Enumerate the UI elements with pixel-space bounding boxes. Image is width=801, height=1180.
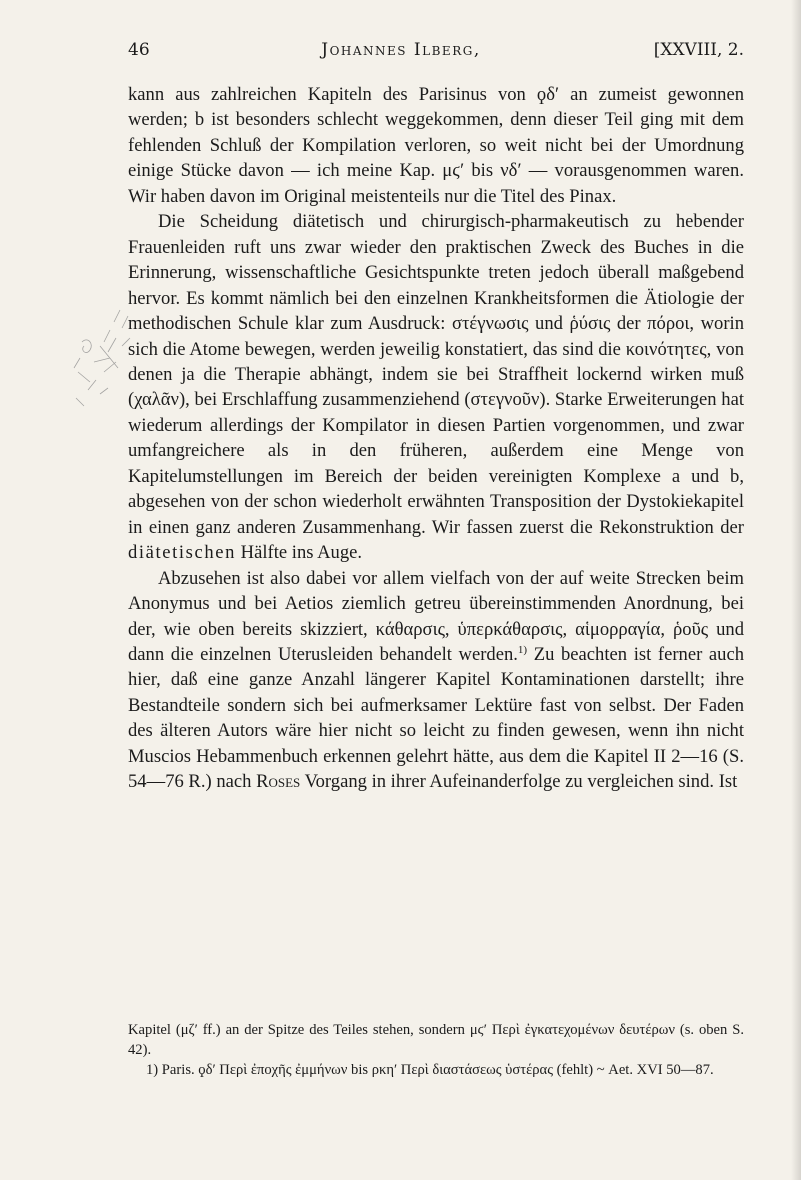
footnote-continuation: Kapitel (μζʹ ff.) an der Spitze des Teiles stehen, sondern μϛʹ Περὶ ἐγκατεχομένων δευτέρων (s. oben S. 42).	[128, 1022, 744, 1058]
paragraph-2-end: Hälfte ins Auge.	[240, 542, 363, 564]
page-number: 46	[128, 40, 150, 60]
footnote-marker: 1)	[517, 643, 528, 656]
paragraph-3	[128, 566, 744, 795]
body-text	[128, 82, 744, 795]
running-head-author: Johannes Ilberg,	[321, 40, 481, 60]
paragraph-3-middle: Zu beachten ist ferner auch hier, daß eine ganze Anzahl längerer Kapitel Kontaminationen darstellt; ihre Bestandteile sondern sich bei aufmerksamer Lektüre fast von selbst. Der Faden des älteren Autors wäre hier nicht so leicht zu finden gewesen, wenn ihn nicht Muscios Hebammenbuch erkennen gelehrt hätte, aus dem die Kapitel II 2—16 (S. 54—76 R.) nach	[128, 643, 745, 793]
emphasis-diaetetischen: diätetischen	[128, 542, 237, 564]
volume-reference: [XXVIII, 2.	[653, 40, 744, 60]
paragraph-1: kann aus zahlreichen Kapiteln des Parisinus von ϙδʹ an zumeist gewonnen werden; b ist besonders schlecht weggekommen, denn dieser Teil ging mit dem fehlenden Schluß der Kompilation verloren, so weit nicht bei der Umordnung einige Stücke davon — ich meine Kap. μϛʹ bis νδʹ — vorausgenommen waren. Wir haben davon im Original meistenteils nur die Titel des Pinax.	[128, 84, 744, 207]
paragraph-3-text: Abzusehen ist also dabei vor allem vielfach von der auf weite Strecken beim Anonymus und bei Aetios ziemlich getreu übereinstimmenden Anordnung, bei der, wie oben bereits skizziert, κάθαρσις, ὑπερκάθαρσις, αἱμορραγία, ῥοῦς und dann die einzelnen Uterusleiden behandelt werden.	[128, 567, 744, 665]
footnote-1: 1) Paris. ϙδʹ Περὶ ἐποχῆς ἐμμήνων bis ρκηʹ Περὶ διαστάσεως ὑστέρας (fehlt) ~ Aet. XVI 50—87.	[146, 1062, 714, 1078]
paragraph-3-end: Vorgang in ihrer Aufeinanderfolge zu vergleichen sind. Ist	[300, 771, 738, 793]
name-roses: Roses	[256, 771, 301, 793]
footnotes	[128, 1020, 744, 1080]
page-edge-shadow	[791, 0, 801, 1180]
paragraph-2-text: Die Scheidung diätetisch und chirurgisch-pharmakeutisch zu hebender Frauenleiden ruft uns zwar wieder den praktischen Zweck des Buches in die Erinnerung, wissenschaftliche Gesichtspunkte treten jedoch überall maßgebend hervor. Es kommt nämlich bei den einzelnen Krankheitsformen die Ätiologie der methodischen Schule klar zum Ausdruck: στέγνωσις und ῥύσις der πόροι, worin sich die Atome bewegen, werden jeweilig konstatiert, das sind die κοινότητες, von denen ja die Therapie abhängt, indem sie bei Straffheit lockernd wirken muß (χαλᾶν), bei Erschlaffung zusammenziehend (στεγνοῦν). Starke Erweiterungen hat wiederum allerdings der Kompilator in diesen Partien vorgenommen, und zwar umfangreichere als in den früheren, außerdem eine Menge von Kapitelumstellungen im Bereich der beiden vereinigten Komplexe a und b, abgesehen von der schon wiederholt erwähnten Transposition der Dystokiekapitel in einen ganz anderen Zusammenhang. Wir fassen zuerst die Rekonstruktion der	[128, 211, 744, 538]
margin-scribble	[70, 302, 134, 412]
paragraph-2	[128, 209, 744, 565]
running-header	[128, 40, 744, 66]
